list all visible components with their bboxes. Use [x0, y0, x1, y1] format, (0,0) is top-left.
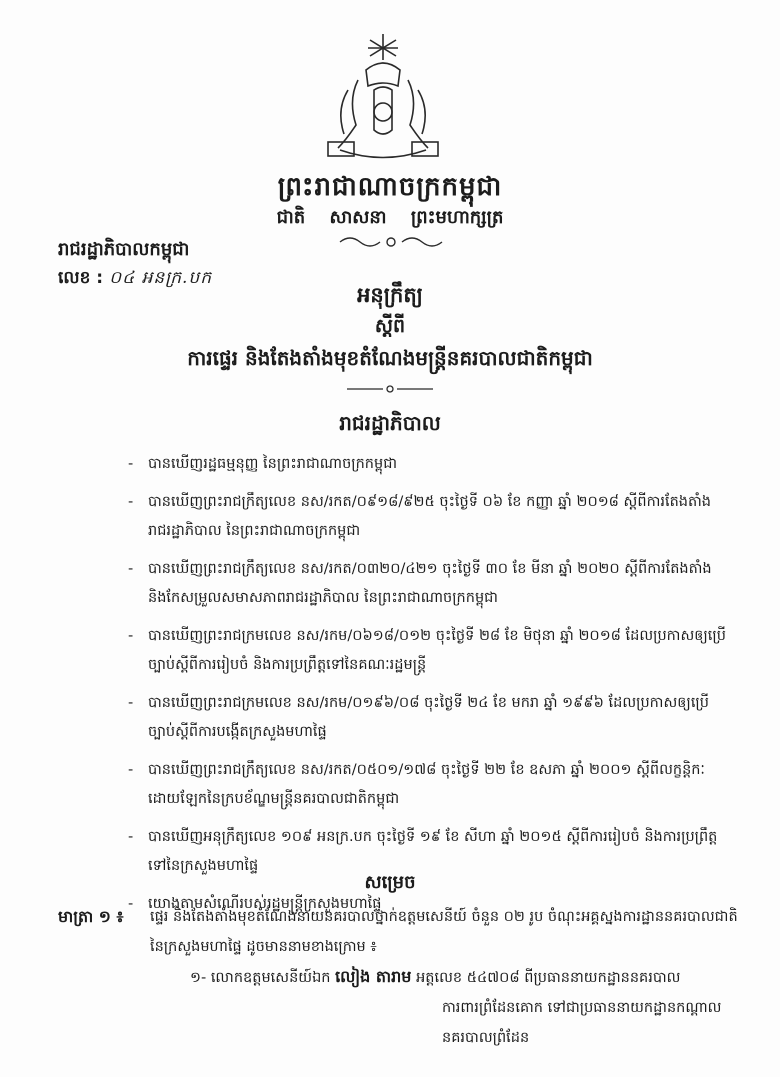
appointee-entry	[190, 962, 750, 1053]
decree-subject: ការផ្ទេរ និងតែងតាំងមុខតំណែងមន្ត្រីនគរបាលជាតិកម្ពុជា	[187, 346, 593, 370]
consideration-item: - បានឃើញព្រះរាជក្រមលេខ នស/រកម/០១៩៦/០៨ ចុះថ្ងៃទី ២៤ ខែ មករា ឆ្នាំ ១៩៩៦ ដែលប្រកាសឲ្យប្រើច្បាប់ស្តីពីការបង្កើតក្រសួងមហាផ្ទៃ	[128, 689, 728, 747]
consideration-item: - បានឃើញព្រះរាជក្រមលេខ នស/រកម/០៦១៨/០១២ ចុះថ្ងៃទី ២៨ ខែ មិថុនា ឆ្នាំ ២០១៨ ដែលប្រកាសឲ្យប្រើច្បាប់ស្តីពីការរៀបចំ និងការប្រព្រឹត្តទៅនៃគណៈរដ្ឋមន្ត្រី	[128, 622, 728, 680]
ornament-divider-icon	[336, 232, 446, 252]
reference-label: លេខ :	[58, 268, 104, 288]
decree-type: អនុក្រឹត្យ	[357, 283, 423, 307]
issuing-authority: រាជរដ្ឋាភិបាល	[339, 411, 441, 435]
decision-heading: សម្រេច	[364, 872, 416, 893]
consideration-item: - បានឃើញព្រះរាជក្រឹត្យលេខ នស/រកត/០៣២០/៤២១ ចុះថ្ងៃទី ៣០ ខែ មីនា ឆ្នាំ ២០២០ ស្តីពីការតែងតាំង និងកែសម្រួលសមាសភាពរាជរដ្ឋាភិបាល នៃព្រះរាជាណាចក្រកម្ពុជា	[128, 555, 728, 613]
appointee-rank: លោកឧត្តមសេនីយ៍ឯក	[210, 970, 331, 986]
consideration-item: - បានឃើញព្រះរាជក្រឹត្យលេខ នស/រកត/០៥០១/១៧៨ ចុះថ្ងៃទី ២២ ខែ ឧសភា ឆ្នាំ ២០០១ ស្តីពីលក្ខន្តិកៈដោយឡែកនៃក្របខ័ណ្ឌមន្ត្រីនគរបាលជាតិកម្ពុជា	[128, 756, 728, 814]
decree-about: ស្តីពី	[374, 315, 406, 337]
appointee-index: ១-	[190, 970, 207, 986]
issuer-name: រាជរដ្ឋាភិបាលកម្ពុជា	[58, 239, 190, 260]
article-text: ផ្ទេរ និងតែងតាំងមុខតំណែងនាយនគរបាលថ្នាក់ឧត្តមសេនីយ៍ ចំនួន ០២ រូប ចំណុះអគ្គស្នងការដ្ឋាននគរបាលជាតិ នៃក្រសួងមហាផ្ទៃ ដូចមាននាមខាងក្រោម ៖	[150, 909, 738, 955]
article-label: មាត្រា ១ ៖	[58, 907, 124, 926]
considerations-list	[128, 450, 728, 928]
appointee-line-3: នគរបាលព្រំដែន	[442, 1030, 530, 1046]
consideration-item: - បានឃើញរដ្ឋធម្មនុញ្ញ នៃព្រះរាជាណាចក្រកម្ពុជា	[128, 450, 728, 479]
consideration-item: - យោងតាមសំណើរបស់រដ្ឋមន្ត្រីក្រសួងមហាផ្ទៃ	[128, 890, 728, 919]
flourish-divider-icon	[345, 382, 435, 396]
consideration-item: - បានឃើញព្រះរាជក្រឹត្យលេខ នស/រកត/០៩១៨/៩២៥ ចុះថ្ងៃទី ០៦ ខែ កញ្ញា ឆ្នាំ ២០១៨ ស្តីពីការតែងតាំងរាជរដ្ឋាភិបាល នៃព្រះរាជាណាចក្រកម្ពុជា	[128, 488, 728, 546]
reference-value: ០៤ អនក្រ.បក	[109, 268, 212, 288]
appointee-line-1: អត្តលេខ ៥៤៧០៨ ពីប្រធាននាយកដ្ឋាននគរបាល	[416, 970, 681, 986]
national-motto: ជាតិ សាសនា ព្រះមហាក្សត្រ	[276, 207, 504, 228]
consideration-item: - បានឃើញអនុក្រឹត្យលេខ ១០៩ អនក្រ.បក ចុះថ្ងៃទី ១៩ ខែ សីហា ឆ្នាំ ២០១៥ ស្តីពីការរៀបចំ និងការប្រព្រឹត្តទៅនៃក្រសួងមហាផ្ទៃ	[128, 823, 728, 881]
article-1	[58, 902, 738, 962]
kingdom-heading: ព្រះរាជាណាចក្រកម្ពុជា	[277, 172, 503, 202]
royal-coat-of-arms-icon	[318, 30, 448, 165]
appointee-name: លៀង តារាម	[335, 967, 412, 986]
appointee-line-2: ការពារព្រំដែនគោក ទៅជាប្រធាននាយកដ្ឋានកណ្តាល	[442, 1000, 722, 1016]
